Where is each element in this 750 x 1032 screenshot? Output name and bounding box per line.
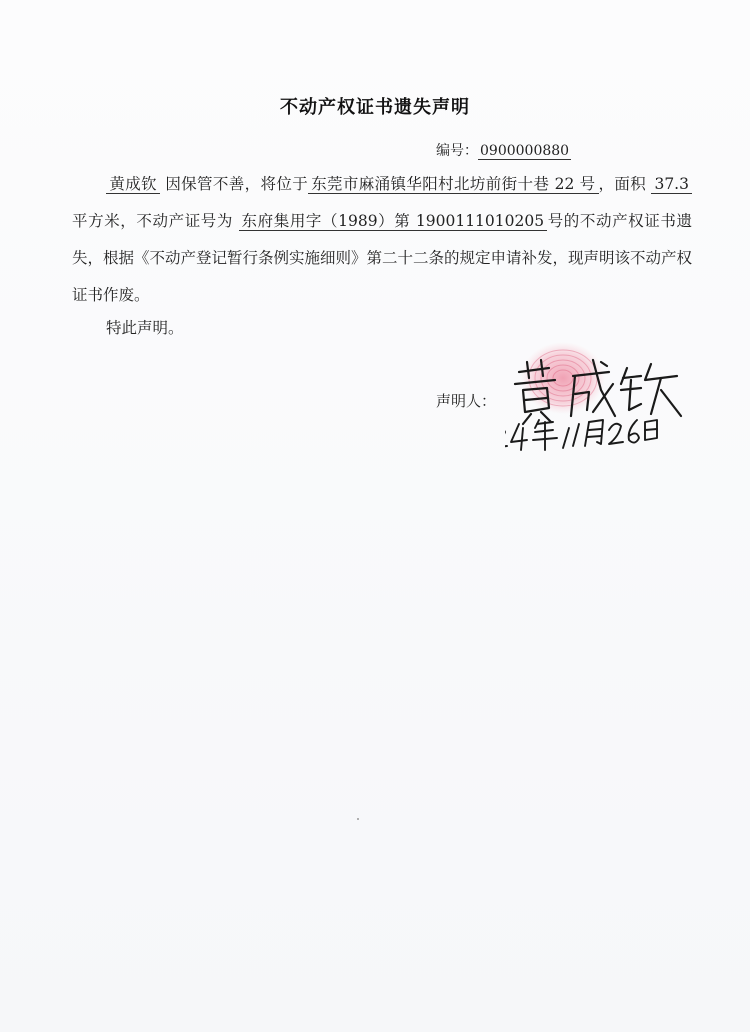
body-text-2: ，面积 [598, 175, 647, 193]
property-area: 37.3 [651, 175, 692, 194]
number-label: 编号： [436, 143, 478, 159]
declaration-body [72, 166, 692, 314]
property-address: 东莞市麻涌镇华阳村北坊前街十巷 22 号 [308, 175, 598, 194]
handwritten-signature [505, 350, 695, 470]
scan-speck [357, 818, 359, 820]
certificate-number: 东府集用字（1989）第 1900111010205 [239, 212, 548, 231]
document-number [436, 140, 571, 160]
body-text-4: 号的不动产权证书遗失，根据《不动产登记暂行条例实施细则》第二十二条的规定申请补发，现声明该不动产权证书作废。 [72, 212, 693, 304]
declarant-label: 声明人： [436, 392, 497, 410]
closing-statement: 特此声明。 [106, 319, 184, 337]
body-text-3: 平方米，不动产证号为 [72, 212, 233, 230]
document-title: 不动产权证书遗失声明 [280, 97, 470, 118]
body-text-1: 因保管不善，将位于 [165, 175, 309, 193]
number-value: 0900000880 [480, 143, 570, 159]
owner-name: 黄成钦 [106, 175, 160, 194]
